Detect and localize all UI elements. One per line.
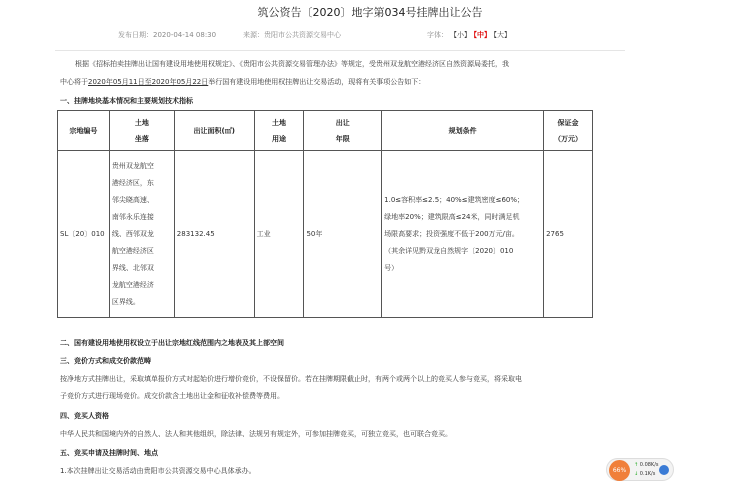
memory-percent-badge: 66% xyxy=(609,460,630,481)
font-size-label: 字体： xyxy=(427,31,448,39)
header-conditions: 规划条件 xyxy=(382,111,544,151)
upload-speed: ↑ 0.08K/s xyxy=(634,462,659,468)
header-location: 土地 坐落 xyxy=(109,111,174,151)
cell-deposit: 2765 xyxy=(544,151,593,318)
publish-date: 发布日期：2020-04-14 08:30 xyxy=(118,31,217,39)
cell-term: 50年 xyxy=(304,151,382,318)
table-row xyxy=(58,151,593,318)
intro-date-range: 2020年05月11日至2020年05月22日 xyxy=(88,78,209,86)
section-3-heading: 三、竞价方式和成交价款范畴 xyxy=(60,357,151,365)
section-1-heading: 一、挂牌地块基本情况和主要规划技术指标 xyxy=(60,97,193,105)
section-3-para-line-1: 按净地方式挂牌出让，采取填单报价方式对起始价进行增价竞价，不设保留价。若在挂牌期限截止时，有两个或两个以上的竞买人参与竞买，将采取电 xyxy=(60,375,522,383)
page-title: 筑公资告〔2020〕地字第034号挂牌出让公告 xyxy=(257,6,483,19)
download-speed: ↓ 0.1K/s xyxy=(634,471,656,477)
header-code: 宗地编号 xyxy=(58,111,110,151)
cell-code: SL〔20〕010 xyxy=(58,151,110,318)
section-2-heading: 二、国有建设用地使用权设立于出让宗地红线范围内之地表及其上部空间 xyxy=(60,339,284,347)
network-speed-widget[interactable] xyxy=(606,458,674,481)
cell-area: 283132.45 xyxy=(174,151,254,318)
header-area: 出让面积(㎡) xyxy=(174,111,254,151)
font-medium-button[interactable]: 【中】 xyxy=(470,31,491,39)
land-info-table xyxy=(57,110,593,318)
divider xyxy=(55,50,625,51)
intro-line-2-suffix: 举行国有建设用地使用权挂牌出让交易活动，现将有关事项公告如下： xyxy=(208,78,426,86)
section-3-para-line-2: 子竞价方式进行现场竞价。成交价款含土地出让金和征收补偿费等费用。 xyxy=(60,392,284,400)
cell-use: 工业 xyxy=(254,151,304,318)
accelerate-ball-icon[interactable] xyxy=(659,465,669,475)
intro-line-2-prefix: 中心将于 xyxy=(60,78,88,86)
header-use: 土地 用途 xyxy=(254,111,304,151)
font-small-button[interactable]: 【小】 xyxy=(450,31,471,39)
header-term: 出让 年限 xyxy=(304,111,382,151)
section-5-heading: 五、竞买申请及挂牌时间、地点 xyxy=(60,449,158,457)
source-label: 来源：贵阳市公共资源交易中心 xyxy=(243,31,341,39)
section-5-para: 1.本次挂牌出让交易活动由贵阳市公共资源交易中心具体承办。 xyxy=(60,467,256,475)
table-header-row xyxy=(58,111,593,151)
header-deposit: 保证金 （万元） xyxy=(544,111,593,151)
upload-arrow-icon: ↑ xyxy=(634,462,639,468)
section-4-para: 中华人民共和国境内外的自然人、法人和其他组织，除法律、法规另有规定外，可参加挂牌竞买，可独立竞买，也可联合竞买。 xyxy=(60,430,452,438)
intro-line-1: 根据《招标拍卖挂牌出让国有建设用地使用权规定》、《贵阳市公共资源交易管理办法》等规定，受贵州双龙航空港经济区自然资源局委托，我 xyxy=(75,60,509,68)
cell-conditions: 1.0≤容积率≤2.5；40%≤建筑密度≤60%； 绿地率20%；建筑限高≤24米，同时满足机 场限高要求；投资强度不低于200万元/亩。 （其余详见黔双龙自然规字〔2020〕010 号） xyxy=(382,151,544,318)
font-large-button[interactable]: 【大】 xyxy=(490,31,511,39)
section-4-heading: 四、竞买人资格 xyxy=(60,412,109,420)
cell-location: 贵州双龙航空 港经济区，东 邻尖晓高速、 南邻永乐连接 线、西邻双龙 航空港经济区 界线、北邻双 龙航空港经济 区界线。 xyxy=(109,151,174,318)
intro-line-2 xyxy=(60,77,425,87)
download-arrow-icon: ↓ xyxy=(634,471,639,477)
